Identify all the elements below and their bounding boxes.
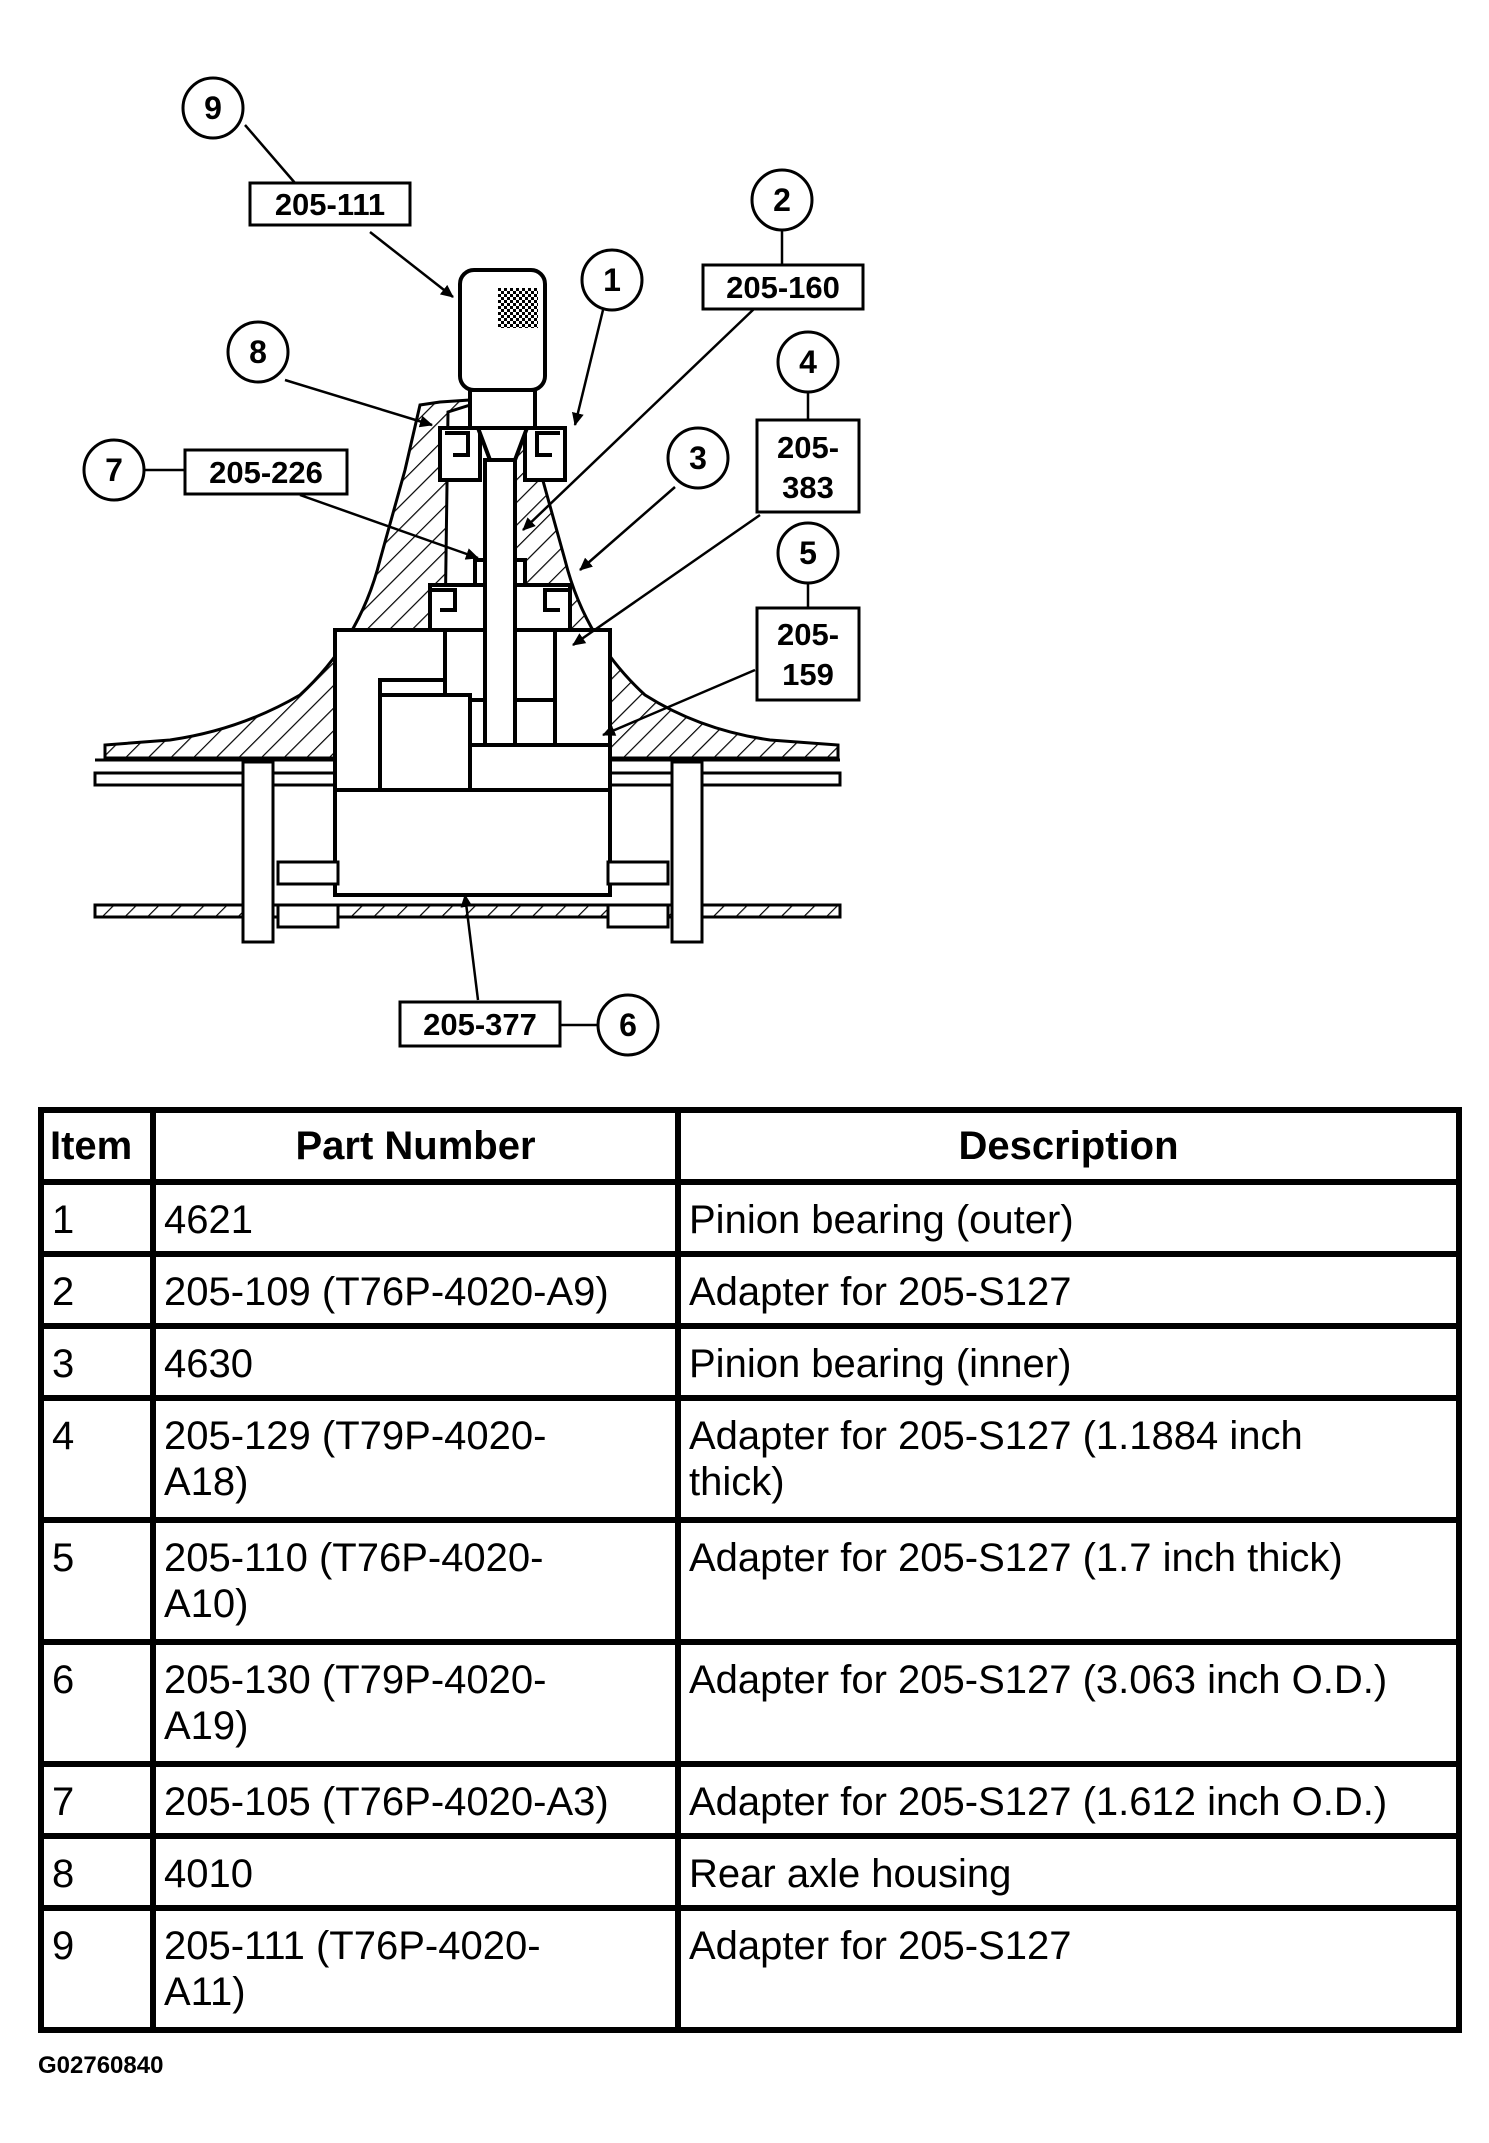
callout-9 xyxy=(183,78,410,225)
part-number-cell: 4621 xyxy=(153,1182,678,1254)
part-number-cell: 205-105 (T76P-4020-A3) xyxy=(153,1764,678,1836)
part-number-cell: 4010 xyxy=(153,1836,678,1908)
description-cell: Adapter for 205-S127 (3.063 inch O.D.) xyxy=(678,1642,1459,1764)
tool-label-205-159-line2: 159 xyxy=(782,657,834,692)
callout-7 xyxy=(84,440,347,500)
table-row xyxy=(41,1836,1459,1908)
svg-text:5: 5 xyxy=(799,535,817,571)
header-item: Item xyxy=(41,1110,153,1182)
tool-label-205-226: 205-226 xyxy=(209,455,323,490)
part-number-line: 205-111 (T76P-4020- xyxy=(164,1924,541,1968)
press-shaft xyxy=(485,460,515,745)
table-row xyxy=(41,1520,1459,1642)
header-part-number: Part Number xyxy=(153,1110,678,1182)
callout-4 xyxy=(757,332,859,512)
table-row xyxy=(41,1182,1459,1254)
table-header-row xyxy=(41,1110,1459,1182)
tool-label-205-377: 205-377 xyxy=(423,1007,537,1042)
item-cell: 7 xyxy=(41,1764,153,1836)
part-number-line: A11) xyxy=(164,1970,246,2014)
description-line: thick) xyxy=(689,1460,785,1504)
item-cell: 9 xyxy=(41,1908,153,2030)
svg-text:4: 4 xyxy=(799,344,817,380)
description-cell: Adapter for 205-S127 xyxy=(678,1908,1459,2030)
callout-3 xyxy=(668,428,728,488)
svg-text:2: 2 xyxy=(773,182,791,218)
part-number-line: A18) xyxy=(164,1460,249,1504)
tool-label-205-383-line1: 205- xyxy=(776,430,840,465)
item-cell: 6 xyxy=(41,1642,153,1764)
part-number-cell: 205-109 (T76P-4020-A9) xyxy=(153,1254,678,1326)
item-cell: 1 xyxy=(41,1182,153,1254)
tool-label-205-111: 205-111 xyxy=(274,187,386,222)
tool-label-205-159-line1: 205- xyxy=(776,617,840,652)
svg-text:3: 3 xyxy=(689,440,707,476)
item-cell: 2 xyxy=(41,1254,153,1326)
part-number-cell xyxy=(153,1520,678,1642)
svg-text:6: 6 xyxy=(619,1007,637,1043)
part-number-cell xyxy=(153,1642,678,1764)
table-row xyxy=(41,1642,1459,1764)
description-cell: Pinion bearing (outer) xyxy=(678,1182,1459,1254)
description-cell: Adapter for 205-S127 (1.612 inch O.D.) xyxy=(678,1764,1459,1836)
tool-label-205-160: 205-160 xyxy=(726,270,840,305)
description-cell: Adapter for 205-S127 (1.7 inch thick) xyxy=(678,1520,1459,1642)
description-cell: Pinion bearing (inner) xyxy=(678,1326,1459,1398)
item-cell: 8 xyxy=(41,1836,153,1908)
part-number-line: A19) xyxy=(164,1704,249,1748)
item-cell: 5 xyxy=(41,1520,153,1642)
part-number-cell xyxy=(153,1398,678,1520)
description-cell: Rear axle housing xyxy=(678,1836,1459,1908)
parts-table xyxy=(38,1107,1462,2033)
table-row xyxy=(41,1398,1459,1520)
step-adapters xyxy=(335,630,610,790)
part-number-line: 205-129 (T79P-4020- xyxy=(164,1414,547,1458)
part-number-cell xyxy=(153,1908,678,2030)
callout-1 xyxy=(582,250,642,310)
description-line: Adapter for 205-S127 (1.1884 inch xyxy=(689,1414,1303,1458)
part-number-line: A10) xyxy=(164,1582,249,1626)
table-row xyxy=(41,1764,1459,1836)
table-row xyxy=(41,1908,1459,2030)
figure-code: G02760840 xyxy=(38,2052,164,2079)
svg-text:7: 7 xyxy=(105,452,123,488)
callout-6 xyxy=(400,995,658,1055)
part-number-cell: 4630 xyxy=(153,1326,678,1398)
item-cell: 4 xyxy=(41,1398,153,1520)
part-number-line: 205-130 (T79P-4020- xyxy=(164,1658,547,1702)
item-cell: 3 xyxy=(41,1326,153,1398)
description-cell xyxy=(678,1398,1459,1520)
callout-8 xyxy=(228,322,288,382)
callout-5 xyxy=(757,523,859,700)
svg-text:8: 8 xyxy=(249,334,267,370)
table-row xyxy=(41,1326,1459,1398)
svg-text:9: 9 xyxy=(204,90,222,126)
svg-text:1: 1 xyxy=(603,262,621,298)
tool-label-205-383-line2: 383 xyxy=(782,470,834,505)
description-cell: Adapter for 205-S127 xyxy=(678,1254,1459,1326)
part-number-line: 205-110 (T76P-4020- xyxy=(164,1536,544,1580)
table-row xyxy=(41,1254,1459,1326)
header-description: Description xyxy=(678,1110,1459,1182)
